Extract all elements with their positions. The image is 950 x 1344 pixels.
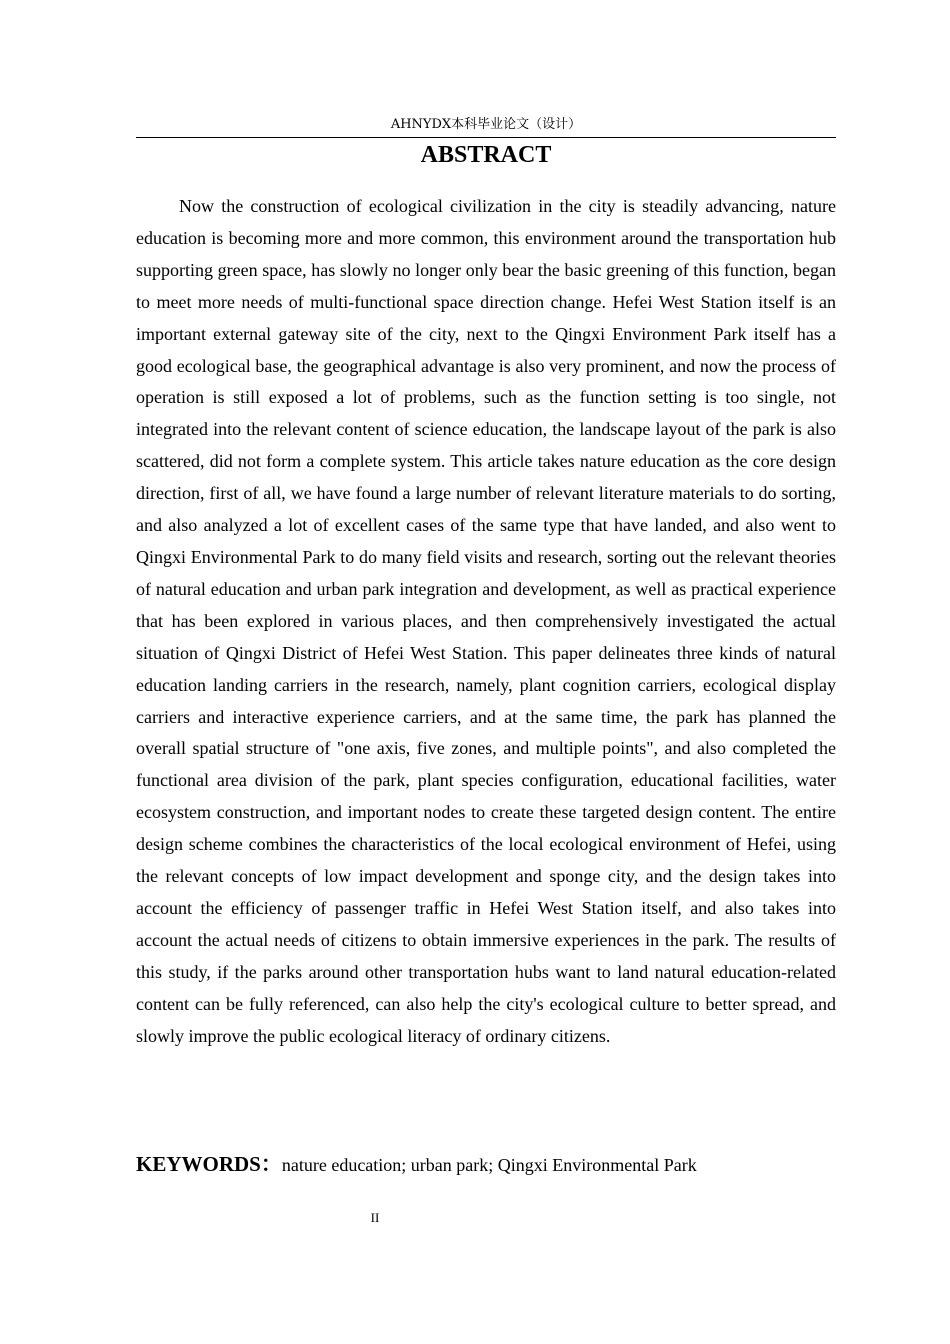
header-divider xyxy=(136,137,836,138)
keywords-text: nature education; urban park; Qingxi Environmental Park xyxy=(281,1155,697,1175)
keywords-label: KEYWORDS： xyxy=(136,1152,282,1176)
keywords-line xyxy=(136,1148,836,1178)
abstract-title: ABSTRACT xyxy=(420,142,552,168)
running-header: AHNYDX本科毕业论文（设计） xyxy=(390,117,582,132)
abstract-paragraph: Now the construction of ecological civilization in the city is steadily advancing, nature education is becoming more and more common, this environment around the transportation hub supporting green space, has slowly no longer only bear the basic greening of this function, began to meet more needs of multi-functional space direction change. Hefei West Station itself is an important external gateway site of the city, next to the Qingxi Environment Park itself has a good ecological base, the geographical advantage is also very prominent, and now the process of operation is still exposed a lot of problems, such as the function setting is too single, not integrated into the relevant content of science education, the landscape layout of the park is also scattered, did not form a complete system. This article takes nature education as the core design direction, first of all, we have found a large number of relevant literature materials to do sorting, and also analyzed a lot of excellent cases of the same type that have landed, and also went to Qingxi Environmental Park to do many field visits and research, sorting out the relevant theories of natural education and urban park integration and development, as well as practical experience that has been explored in various places, and then comprehensively investigated the actual situation of Qingxi District of Hefei West Station. This paper delineates three kinds of natural education landing carriers in the research, namely, plant cognition carriers, ecological display carriers and interactive experience carriers, and at the same time, the park has planned the overall spatial structure of "one axis, five zones, and multiple points", and also completed the functional area division of the park, plant species configuration, educational facilities, water ecosystem construction, and important nodes to create these targeted design content. The entire design scheme combines the characteristics of the local ecological environment of Hefei, using the relevant concepts of low impact development and sponge city, and the design takes into account the efficiency of passenger traffic in Hefei West Station itself, and also takes into account the actual needs of citizens to obtain immersive experiences in the park. The results of this study, if the parks around other transportation hubs want to land natural education-related content can be fully referenced, can also help the city's ecological culture to better spread, and slowly improve the public ecological literacy of ordinary citizens. xyxy=(136,196,836,1046)
page-number: II xyxy=(370,1210,380,1225)
